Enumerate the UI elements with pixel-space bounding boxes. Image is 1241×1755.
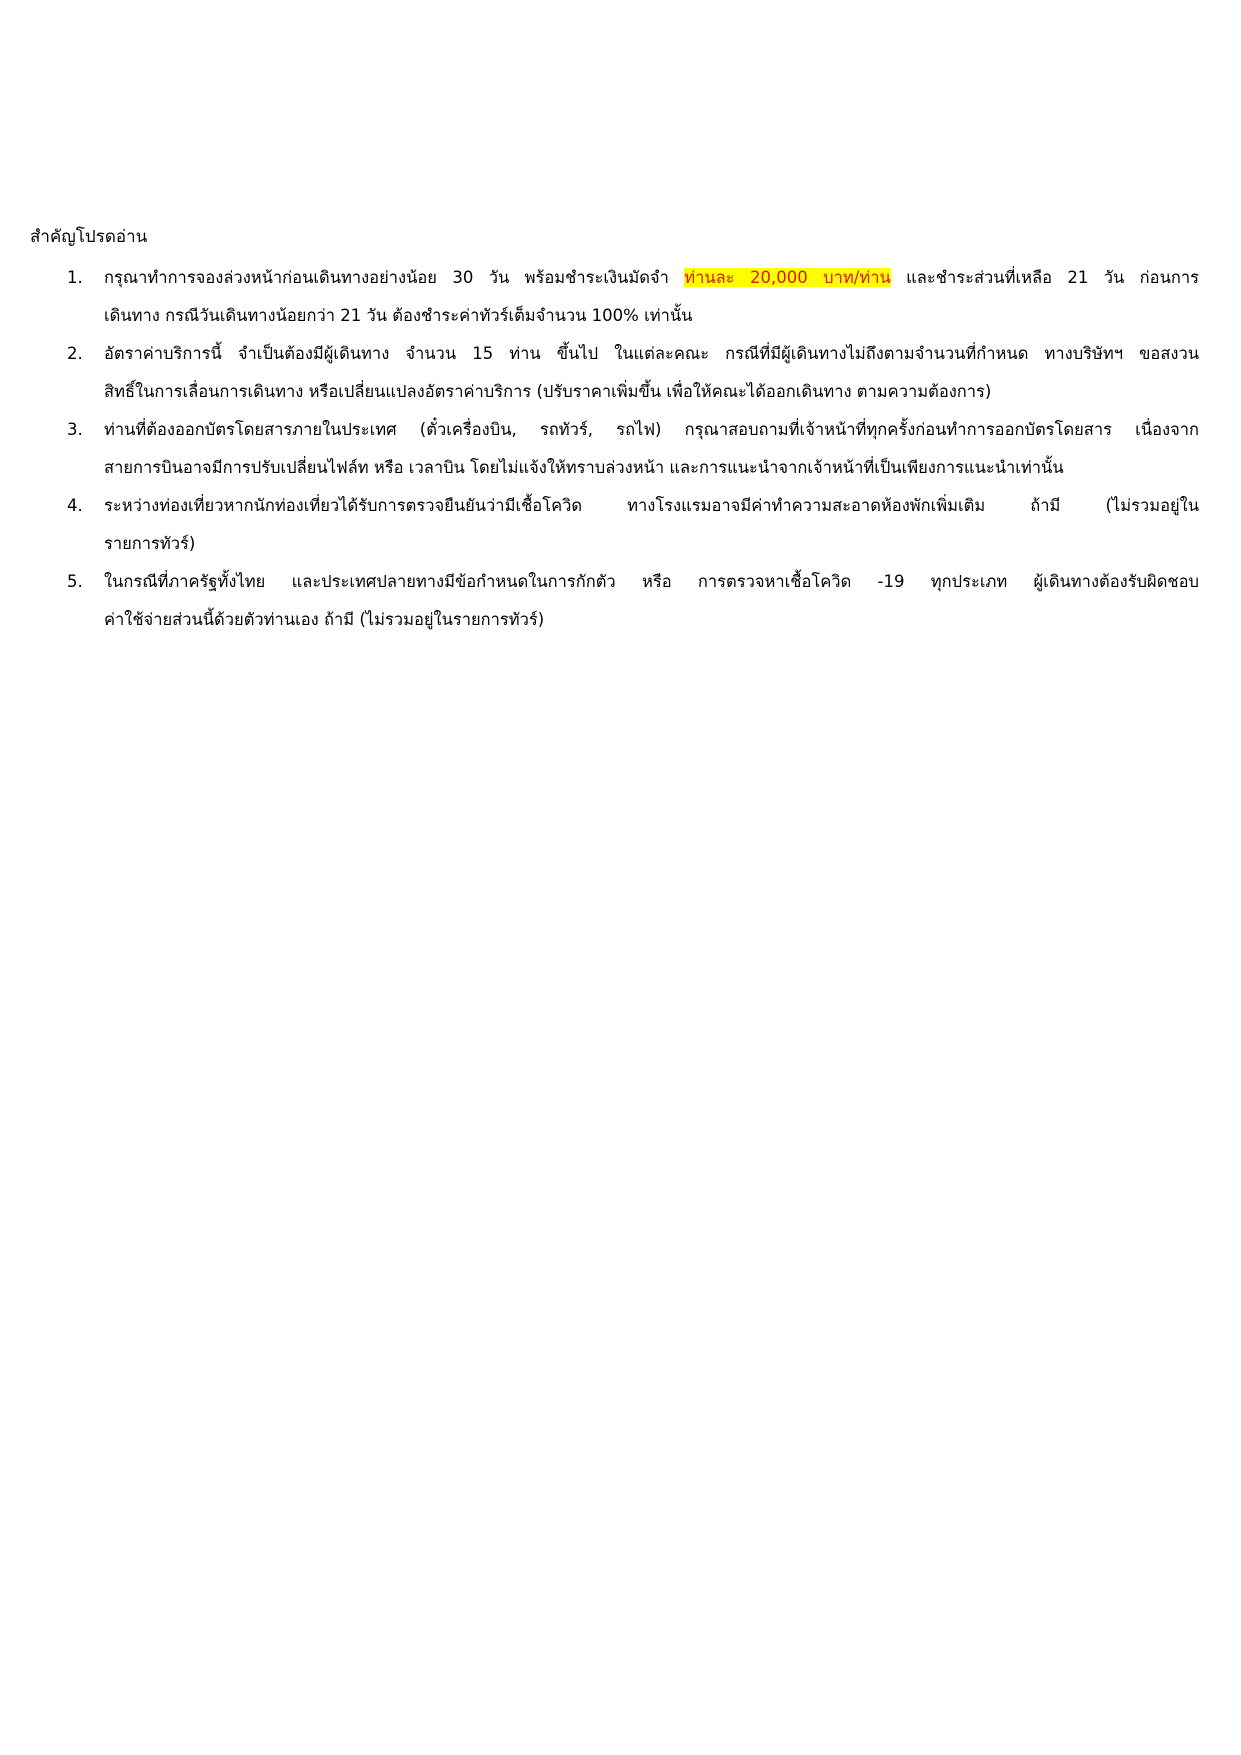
notice-text-segment: กรุณาทำการจองล่วงหน้าก่อนเดินทางอย่างน้อย 30 วัน พร้อมชำระเงินมัดจำ xyxy=(104,268,685,287)
notice-line: ค่าใช้จ่ายส่วนนี้ด้วยตัวท่านเอง ถ้ามี (ไม่รวมอยู่ในรายการทัวร์) xyxy=(104,610,545,629)
notice-text xyxy=(104,259,1199,335)
notice-line xyxy=(104,259,1199,297)
notice-item-4 xyxy=(0,487,1241,563)
notice-number: 1. xyxy=(67,268,83,287)
notice-text xyxy=(104,563,1199,639)
notice-list xyxy=(0,259,1241,639)
notice-item-3 xyxy=(0,411,1241,487)
notice-number: 2. xyxy=(67,344,83,363)
notice-line: ในกรณีที่ภาครัฐทั้งไทย และประเทศปลายทางมีข้อกำหนดในการกักตัว หรือ การตรวจหาเชื้อโควิด -19 ทุกประเภท ผู้เดินทางต้องรับผิดชอบ xyxy=(104,572,1199,591)
notice-heading: สำคัญโปรดอ่าน xyxy=(30,227,148,247)
notice-item-5 xyxy=(0,563,1241,639)
notice-text-segment: และชำระส่วนที่เหลือ 21 วัน ก่อนการ xyxy=(890,268,1199,287)
notice-number: 4. xyxy=(67,496,83,515)
notice-text xyxy=(104,411,1199,487)
notice-line: รายการทัวร์) xyxy=(104,534,196,553)
notice-text xyxy=(104,487,1199,563)
notice-line: สิทธิ์ในการเลื่อนการเดินทาง หรือเปลี่ยนแปลงอัตราค่าบริการ (ปรับราคาเพิ่มขึ้น เพื่อให้คณะได้ออกเดินทาง ตามความต้องการ) xyxy=(104,382,992,401)
notice-line: เดินทาง กรณีวันเดินทางน้อยกว่า 21 วัน ต้องชำระค่าทัวร์เต็มจำนวน 100% เท่านั้น xyxy=(104,306,693,325)
notice-number: 3. xyxy=(67,420,83,439)
notice-item-2 xyxy=(0,335,1241,411)
notice-text xyxy=(104,335,1199,411)
notice-item-1 xyxy=(0,259,1241,335)
notice-line: ระหว่างท่องเที่ยวหากนักท่องเที่ยวได้รับการตรวจยืนยันว่ามีเชื้อโควิด ทางโรงแรมอาจมีค่าทำความสะอาดห้องพักเพิ่มเติม ถ้ามี (ไม่รวมอยู่ใน xyxy=(104,496,1199,515)
notice-number: 5. xyxy=(67,572,83,591)
notice-line: ท่านที่ต้องออกบัตรโดยสารภายในประเทศ (ตั๋วเครื่องบิน, รถทัวร์, รถไฟ) กรุณาสอบถามที่เจ้าหน้าที่ทุกครั้งก่อนทำการออกบัตรโดยสาร เนื่องจาก xyxy=(104,420,1199,439)
notice-line: อัตราค่าบริการนี้ จำเป็นต้องมีผู้เดินทาง จำนวน 15 ท่าน ขึ้นไป ในแต่ละคณะ กรณีที่มีผู้เดินทางไม่ถึงตามจำนวนที่กำหนด ทางบริษัทฯ ขอสงวน xyxy=(104,344,1199,363)
notice-line: สายการบินอาจมีการปรับเปลี่ยนไฟล์ท หรือ เวลาบิน โดยไม่แจ้งให้ทราบล่วงหน้า และการแนะนำจากเจ้าหน้าที่เป็นเพียงการแนะนำเท่านั้น xyxy=(104,458,1064,477)
deposit-highlight: ท่านละ 20,000 บาท/ท่าน xyxy=(684,268,891,287)
